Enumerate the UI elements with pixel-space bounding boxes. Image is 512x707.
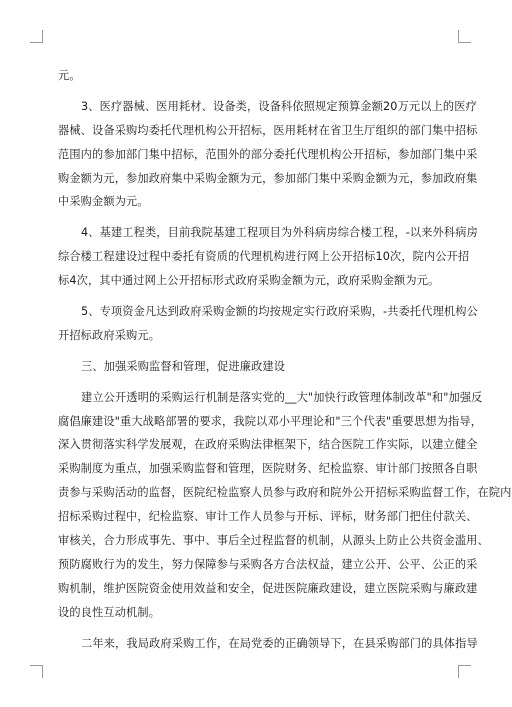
paragraph-line: 设的良性互动机制。 — [58, 605, 161, 619]
paragraph-line: 5、专项资金凡达到政府采购金额的均按规定实行政府采购，-共委托代理机构公 — [81, 305, 478, 319]
paragraph-line: 预防腐败行为的发生，努力保障参与采购各方合法权益，建立公开、公平、公正的采 — [58, 557, 478, 571]
paragraph-line: 采购制度为重点，加强采购监督和管理，医院财务、纪检监察、审计部门按照各自职 — [58, 462, 478, 476]
crop-mark-bottom-left — [30, 665, 43, 678]
section-heading: 三、加强采购监督和管理，促进廉政建设 — [81, 359, 286, 373]
paragraph-line: 二年来，我局政府采购工作，在局党委的正确领导下，在县采购部门的具体指导 — [81, 636, 478, 650]
paragraph-line: 招标采购过程中，纪检监察、审计工作人员参与开标、评标，财务部门把住付款关、 — [58, 510, 478, 524]
paragraph-line: 购金额为元，参加政府集中采购金额为元，参加部门集中采购金额为元，参加政府集 — [58, 171, 478, 185]
paragraph-line: 中采购金额为元。 — [58, 195, 149, 209]
paragraph-line: 审核关，合力形成事先、事中、事后全过程监督的机制，从源头上防止公共资金滥用、 — [58, 534, 489, 548]
crop-mark-top-right — [458, 30, 471, 43]
document-body — [58, 64, 512, 655]
paragraph-line: 标4次，其中通过网上公开招标形式政府采购金额为元，政府采购金额为元。 — [58, 274, 440, 288]
paragraph-line: 元。 — [58, 69, 81, 82]
paragraph-line: 综合楼工程建设过程中委托有资质的代理机构进行网上公开招标10次，院内公开招 — [58, 250, 470, 264]
paragraph-line: 责参与采购活动的监督，医院纪检监察人员参与政府和院外公开招标采购监督工作，在院内 — [58, 486, 512, 500]
paragraph-line: 深入贯彻落实科学发展观，在政府采购法律框架下，结合医院工作实际，以建立健全 — [58, 438, 478, 452]
paragraph-line: 器械、设备采购均委托代理机构公开招标，医用耗材在省卫生厅组织的部门集中招标 — [58, 123, 478, 137]
paragraph-line: 腐倡廉建设"重大战略部署的要求，我院以邓小平理论和"三个代表"重要思想为指导， — [58, 414, 483, 428]
paragraph-line: 购机制，维护医院资金使用效益和安全，促进医院廉政建设，建立医院采购与廉政建 — [58, 581, 478, 595]
crop-mark-bottom-right — [458, 665, 471, 678]
paragraph-line: 开招标政府采购元。 — [58, 328, 161, 342]
crop-mark-top-left — [30, 30, 43, 43]
paragraph-line: 4、基建工程类，目前我院基建工程项目为外科病房综合楼工程，-以来外科病房 — [81, 226, 478, 240]
paragraph-line: 范围内的参加部门集中招标，范围外的部分委托代理机构公开招标，参加部门集中采 — [58, 147, 478, 161]
paragraph-line: 建立公开透明的采购运行机制是落实党的__大"加快行政管理体制改革"和"加强反 — [81, 390, 483, 404]
paragraph-line: 3、医疗器械、医用耗材、设备类，设备科依照规定预算金额20万元以上的医疗 — [81, 99, 477, 113]
